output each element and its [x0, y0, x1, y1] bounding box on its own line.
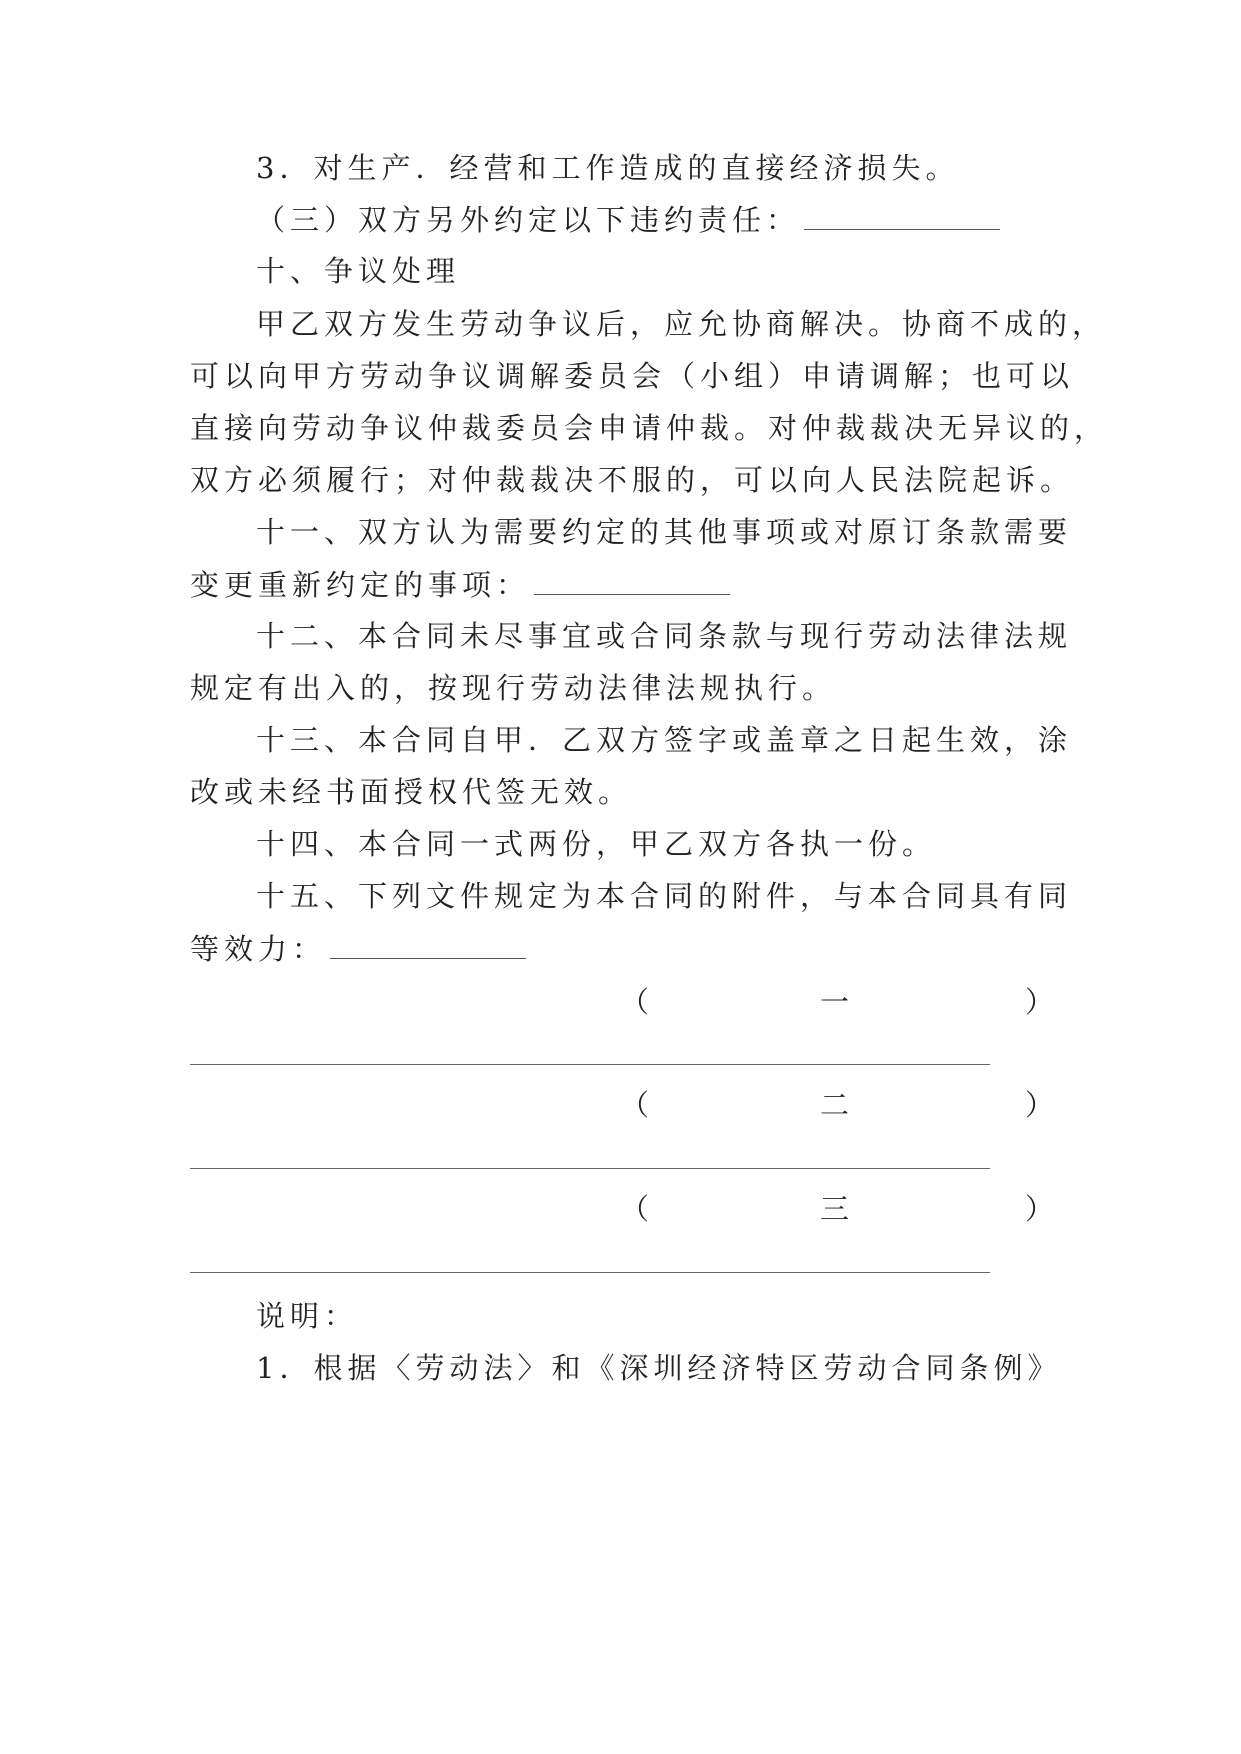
fill-in-blank[interactable]	[534, 564, 730, 595]
clause-line: 十二、本合同未尽事宜或合同条款与现行劳动法律法规	[256, 619, 1073, 653]
attachment-fill-line[interactable]	[190, 1272, 990, 1273]
clause-line: 规定有出入的，按现行劳动法律法规执行。	[190, 671, 837, 705]
notes-heading: 说明：	[256, 1299, 359, 1333]
clause-line: 十一、双方认为需要约定的其他事项或对原订条款需要	[256, 515, 1073, 549]
clause-line: 直接向劳动争议仲裁委员会申请仲裁。对仲裁裁决无异议的，	[190, 411, 1109, 445]
clause-line: （三）双方另外约定以下违约责任：	[256, 199, 1070, 239]
clause-line: 甲乙双方发生劳动争议后，应允协商解决。协商不成的，	[256, 307, 1107, 341]
clause-line: 等效力：	[190, 928, 1070, 968]
fill-in-blank[interactable]	[804, 199, 1000, 230]
section-heading: 十、争议处理	[256, 254, 461, 288]
attachment-fill-line[interactable]	[190, 1064, 990, 1065]
attachment-label-1: （ 一 ）	[620, 985, 1055, 1019]
clause-line: 可以向甲方劳动争议调解委员会（小组）申请调解；也可以	[190, 359, 1075, 393]
clause-line: 十四、本合同一式两份，甲乙双方各执一份。	[256, 827, 937, 861]
attachment-fill-line[interactable]	[190, 1168, 990, 1169]
clause-line: 变更重新约定的事项：	[190, 564, 1070, 604]
attachment-label-3: （ 三 ）	[620, 1192, 1055, 1226]
clause-line: 十三、本合同自甲．乙双方签字或盖章之日起生效，涂	[256, 723, 1073, 757]
clause-line: 3．对生产．经营和工作造成的直接经济损失。	[256, 151, 960, 185]
fill-in-blank[interactable]	[330, 928, 526, 959]
attachment-label-2: （ 二 ）	[620, 1088, 1055, 1122]
clause-line: 十五、下列文件规定为本合同的附件，与本合同具有同	[256, 879, 1073, 913]
notes-item: 1．根据〈劳动法〉和《深圳经济特区劳动合同条例》	[256, 1351, 1062, 1385]
clause-line: 改或未经书面授权代签无效。	[190, 775, 633, 809]
clause-line: 双方必须履行；对仲裁裁决不服的，可以向人民法院起诉。	[190, 463, 1075, 497]
